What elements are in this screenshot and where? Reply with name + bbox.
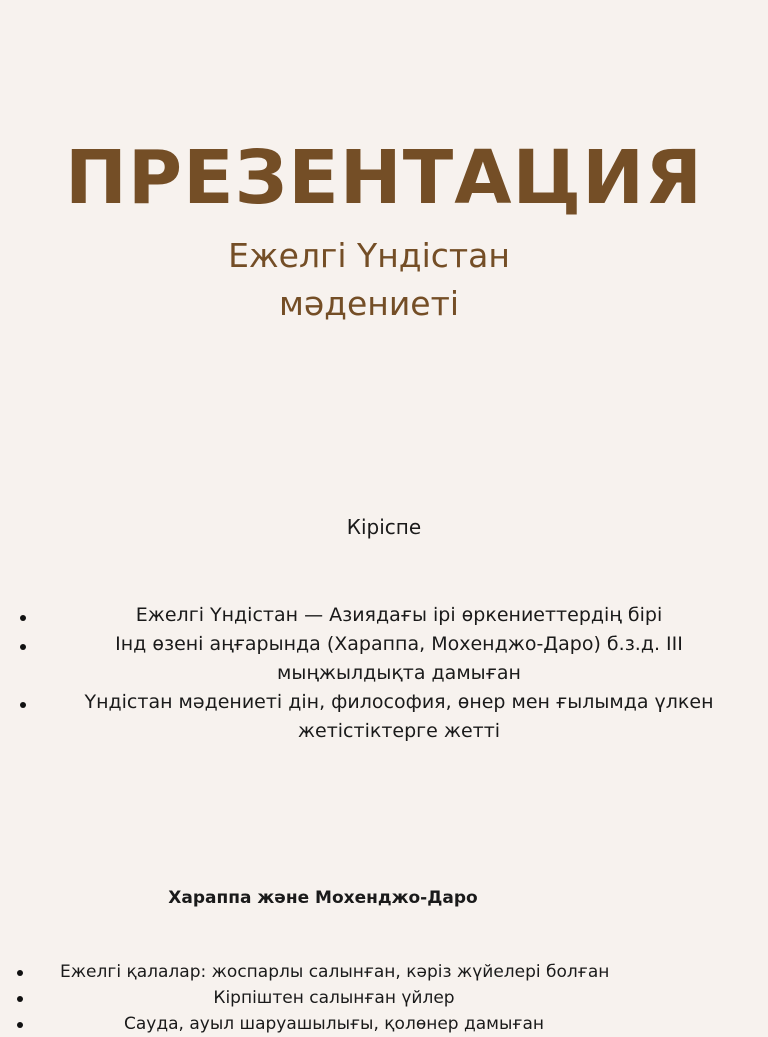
list-item-text: Сауда, ауыл шаруашылығы, қолөнер дамыған: [124, 1014, 544, 1034]
intro-bullet-list: [0, 601, 768, 746]
bullet-icon: [20, 644, 26, 650]
harappa-bullet-list: [0, 959, 768, 1037]
presentation-subtitle: [0, 232, 738, 328]
list-item: [0, 601, 768, 630]
list-item: [0, 688, 768, 746]
list-item-text: Ежелгі Үндістан — Азиядағы ірі өркениеттердің бірі: [135, 604, 663, 626]
list-item-text: Кірпіштен салынған үйлер: [213, 988, 455, 1008]
subtitle-line-2: мәдениеті: [278, 284, 460, 323]
intro-heading: Кіріспе: [346, 515, 422, 539]
bullet-icon: [17, 996, 23, 1002]
subtitle-line-1: Ежелгі Үндістан: [228, 236, 510, 275]
list-item-text: Інд өзені аңғарында (Хараппа, Мохенджо-Даро) б.з.д. III мыңжылдықта дамыған: [115, 633, 683, 684]
bullet-icon: [17, 1022, 23, 1028]
list-item: [0, 985, 768, 1011]
bullet-icon: [17, 970, 23, 976]
bullet-icon: [20, 702, 26, 708]
section-heading-harappa: Хараппа және Мохенджо-Даро: [168, 888, 478, 908]
list-item: [0, 630, 768, 688]
presentation-title: ПРЕЗЕНТАЦИЯ: [64, 135, 704, 221]
list-item-text: Ежелгі қалалар: жоспарлы салынған, кәріз жүйелері болған: [60, 962, 610, 982]
bullet-icon: [20, 615, 26, 621]
list-item-text: Үндістан мәдениеті дін, философия, өнер мен ғылымда үлкен жетістіктерге жетті: [84, 691, 714, 742]
list-item: [0, 1011, 768, 1037]
list-item: [0, 959, 768, 985]
